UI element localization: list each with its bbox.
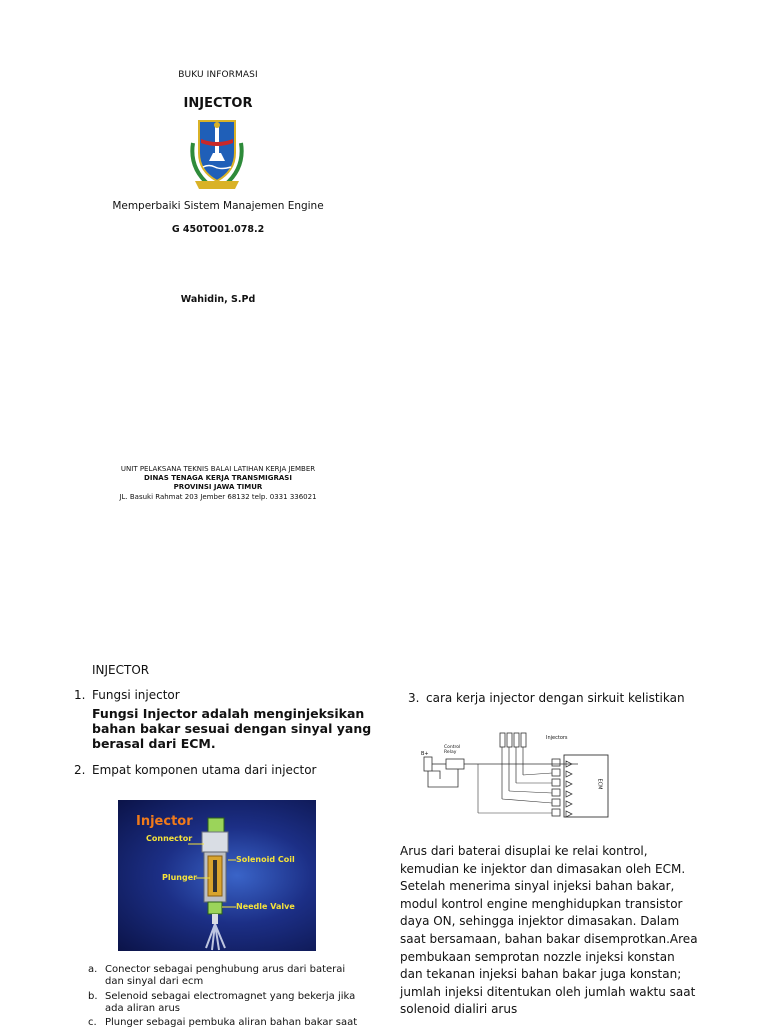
label-connector: Connector [146,834,193,843]
institution-line-3: PROVINSI JAWA TIMUR [173,483,263,491]
author-name: Wahidin, S.Pd [180,294,256,305]
label-control-relay: Control Relay [444,745,461,755]
list-item-2: Empat komponen utama dari injector [92,763,317,777]
label-ecm: ECM [596,778,603,790]
list-number-2: 2. [74,763,86,777]
subitem-c-text: Plunger sebagai pembuka aliran bahan bakar saat [105,1017,358,1028]
list-number-1: 1. [74,688,86,702]
module-code: G 450TO01.078.2 [171,224,265,235]
label-plunger: Plunger [162,873,198,882]
injector-diagram-image [118,800,316,951]
label-battery: B+ [421,751,429,757]
circuit-schematic [418,727,618,819]
list-item-1: Fungsi injector [92,688,180,702]
subitem-b-text: Selenoid sebagai electromagnet yang bekerja jika ada aliran arus [105,991,356,1014]
cover-title: INJECTOR [183,96,253,111]
list-item-3: cara kerja injector dengan sirkuit kelistikan [426,691,685,705]
circuit-explanation-paragraph: Arus dari baterai disuplai ke relai kontrol, kemudian ke injektor dan dimasakan oleh ECM. Setelah menerima sinyal injeksi bahan bakar, modul kontrol engine menghidupkan transistor daya ON, sehingga injektor dimasakan. Dalam saat bersamaan, bahan bakar disemprotkan.Area pembukaan semprotan nozzle injeksi konstan dan tekanan injeksi bahan bakar juga konstan; jumlah injeksi ditentukan oleh jumlah waktu saat solenoid dialiri arus [400,844,698,1017]
list-number-3: 3. [408,691,420,705]
list-item-1-description: Fungsi Injector adalah menginjeksikan bahan bakar sesuai dengan sinyal yang berasal dari ECM. [92,706,372,751]
picture-title: Injector [136,814,193,829]
section-heading: INJECTOR [92,663,150,677]
subitem-b-mark: b. [88,991,98,1002]
cover-subtitle: Memperbaiki Sistem Manajemen Engine [112,200,324,212]
label-injectors: Injectors [546,735,568,741]
label-needle-valve: Needle Valve [236,902,295,911]
institution-line-1: UNIT PELAKSANA TEKNIS BALAI LATIHAN KERJA JEMBER [120,465,316,473]
subitem-a-mark: a. [88,964,98,975]
institution-line-2: DINAS TENAGA KERJA TRANSMIGRASI [144,474,292,482]
label-solenoid-coil: Solenoid Coil [236,855,295,864]
subitem-c-mark: c. [88,1017,97,1028]
subitem-a-text: Conector sebagai penghubung arus dari baterai dan sinyal dari ecm [105,964,346,987]
provincial-crest-logo [187,113,247,193]
injector-circuit-diagram [418,727,618,819]
cover-kicker: BUKU INFORMASI [178,70,258,80]
institution-address: JL. Basuki Rahmat 203 Jember 68132 telp. 0331 336021 [119,493,317,501]
